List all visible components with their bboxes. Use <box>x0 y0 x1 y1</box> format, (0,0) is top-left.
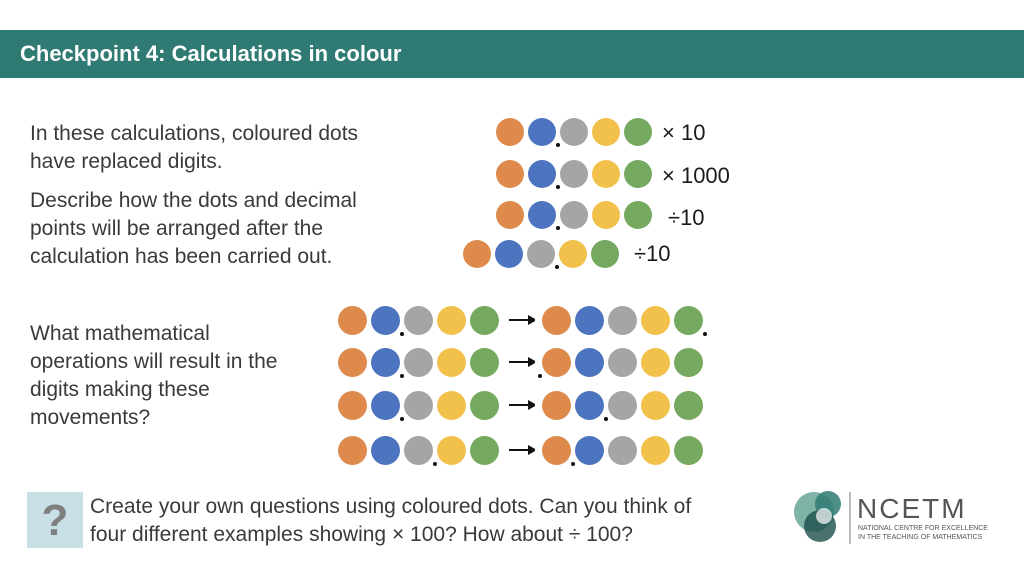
digit-dot-blue <box>528 160 556 188</box>
challenge-text <box>90 493 691 549</box>
intro-line: have replaced digits. <box>30 150 223 173</box>
question-line: operations will result in the <box>30 350 278 373</box>
digit-dot-green <box>591 240 619 268</box>
digit-dot-blue <box>371 306 400 335</box>
right-arrow-icon <box>509 314 535 326</box>
question-mark-glyph: ? <box>41 496 69 545</box>
digit-dot-yellow <box>437 306 466 335</box>
digit-dot-orange <box>338 391 367 420</box>
digit-dot-blue <box>575 391 604 420</box>
digit-dot-yellow <box>641 306 670 335</box>
digit-dot-orange <box>496 160 524 188</box>
digit-dot-grey <box>560 201 588 229</box>
digit-dot-orange <box>496 201 524 229</box>
right-arrow-icon <box>509 399 535 411</box>
digit-dot-blue <box>575 306 604 335</box>
digit-dot-yellow <box>641 436 670 465</box>
digit-dot-grey <box>608 306 637 335</box>
question-line: movements? <box>30 406 151 429</box>
digit-dot-green <box>674 306 703 335</box>
digit-dot-blue <box>575 436 604 465</box>
digit-dot-grey <box>560 118 588 146</box>
logo-subtitle-2: IN THE TEACHING OF MATHEMATICS <box>858 534 983 541</box>
digit-dot-grey <box>560 160 588 188</box>
operation-label: × 1000 <box>662 163 730 188</box>
intro-paragraph-1 <box>30 120 358 176</box>
digit-dot-orange <box>338 348 367 377</box>
digit-dot-grey <box>608 391 637 420</box>
intro-line: points will be arranged after the <box>30 217 324 240</box>
logo-subtitle-1: NATIONAL CENTRE FOR EXCELLENCE <box>858 525 988 532</box>
digit-dot-orange <box>542 436 571 465</box>
digit-dot-green <box>624 118 652 146</box>
decimal-point <box>556 185 560 189</box>
digit-dot-blue <box>495 240 523 268</box>
digit-dot-green <box>674 436 703 465</box>
digit-dot-yellow <box>592 160 620 188</box>
header-bar <box>0 30 1024 78</box>
digit-dot-green <box>470 436 499 465</box>
operation-label: ÷10 <box>668 205 705 230</box>
digit-dot-orange <box>338 436 367 465</box>
digit-dot-blue <box>371 348 400 377</box>
operation-label: × 10 <box>662 120 706 145</box>
decimal-point <box>556 143 560 147</box>
intro-line: In these calculations, coloured dots <box>30 122 359 145</box>
digit-dot-green <box>674 348 703 377</box>
intro-line: Describe how the dots and decimal <box>30 189 357 212</box>
digit-dot-green <box>470 391 499 420</box>
digit-dot-orange <box>338 306 367 335</box>
digit-dot-orange <box>542 348 571 377</box>
right-arrow-icon <box>509 444 535 456</box>
ncetm-logo-icon <box>790 486 1000 550</box>
decimal-point <box>400 332 404 336</box>
decimal-point <box>571 462 575 466</box>
question-line: What mathematical <box>30 322 210 345</box>
digit-dot-grey <box>404 348 433 377</box>
question-icon <box>27 492 83 548</box>
digit-dot-grey <box>608 436 637 465</box>
decimal-point <box>433 462 437 466</box>
digit-dot-orange <box>463 240 491 268</box>
decimal-point <box>400 374 404 378</box>
digit-dot-orange <box>542 391 571 420</box>
digit-dot-yellow <box>437 436 466 465</box>
digit-dot-grey <box>527 240 555 268</box>
digit-dot-grey <box>404 391 433 420</box>
digit-dot-yellow <box>592 201 620 229</box>
digit-dot-orange <box>496 118 524 146</box>
digit-dot-green <box>470 348 499 377</box>
logo-wordmark: NCETM <box>857 493 967 524</box>
digit-dot-green <box>624 201 652 229</box>
digit-dot-yellow <box>592 118 620 146</box>
digit-dot-blue <box>528 118 556 146</box>
challenge-line: four different examples showing × 100? How about ÷ 100? <box>90 523 633 546</box>
digit-dot-yellow <box>641 348 670 377</box>
digit-dot-orange <box>542 306 571 335</box>
page-title: Checkpoint 4: Calculations in colour <box>20 41 402 66</box>
digit-dot-yellow <box>437 391 466 420</box>
decimal-point <box>703 332 707 336</box>
digit-dot-grey <box>404 436 433 465</box>
question-line: digits making these <box>30 378 210 401</box>
decimal-point <box>538 374 542 378</box>
digit-dot-yellow <box>437 348 466 377</box>
digit-dot-grey <box>404 306 433 335</box>
intro-paragraph-2 <box>30 187 357 271</box>
intro-line: calculation has been carried out. <box>30 245 333 268</box>
digit-dot-blue <box>371 391 400 420</box>
decimal-point <box>604 417 608 421</box>
right-arrow-icon <box>509 356 535 368</box>
ncetm-logo <box>790 486 1000 550</box>
digit-dot-yellow <box>641 391 670 420</box>
digit-dot-blue <box>528 201 556 229</box>
digit-dot-yellow <box>559 240 587 268</box>
question-paragraph <box>30 320 277 432</box>
digit-dot-blue <box>575 348 604 377</box>
digit-dot-blue <box>371 436 400 465</box>
digit-dot-green <box>470 306 499 335</box>
challenge-line: Create your own questions using coloured dots. Can you think of <box>90 495 692 518</box>
digit-dot-grey <box>608 348 637 377</box>
digit-dot-green <box>624 160 652 188</box>
decimal-point <box>556 226 560 230</box>
digit-dot-green <box>674 391 703 420</box>
operation-label: ÷10 <box>634 241 671 266</box>
decimal-point <box>400 417 404 421</box>
decimal-point <box>555 265 559 269</box>
